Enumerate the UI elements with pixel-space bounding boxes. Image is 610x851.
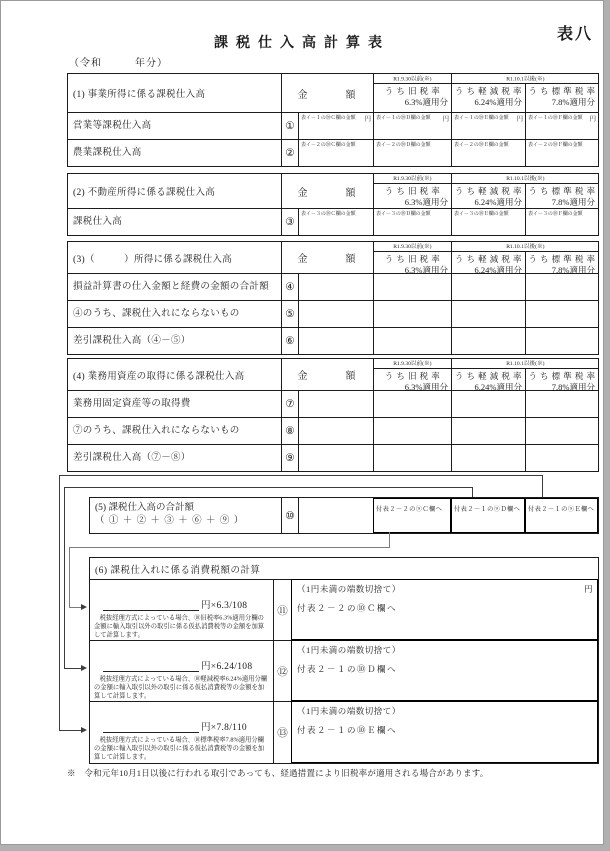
row4-reduced-cell [451, 273, 525, 300]
row9-reduced-cell [451, 444, 525, 471]
section6-table [89, 557, 599, 764]
section5-title: (5) 課税仕入高の合計額 （ ① ＋ ② ＋ ③ ＋ ⑥ ＋ ⑨ ） [95, 503, 245, 527]
row9-old-cell [373, 444, 451, 471]
row8-old-cell [373, 417, 451, 444]
row8-amount-cell [298, 417, 373, 444]
period-old-header: R1.9.30以前(※) [373, 242, 451, 251]
row7-reduced-cell [451, 390, 525, 417]
row13-number: ⑬ [273, 701, 291, 763]
row3-old-cell: 表イ－３の⑱Ｄ欄の金額 [373, 208, 451, 235]
row4-old-cell [373, 273, 451, 300]
row3-amount-cell: 表イ－３の⑱Ｃ欄の金額 [298, 208, 373, 235]
section2-table [67, 173, 599, 236]
row12-note: 税抜経理方式によっている場合、⑩軽減税率6.24%適用分欄の金額に輸入取引以外の取引に係る仮払消費税等の金額を加算して計算します。 [94, 675, 268, 699]
row5-reduced-cell [451, 300, 525, 327]
connector-d-horizontal-bottom [64, 668, 82, 669]
row6-reduced-cell [451, 327, 525, 354]
row9-number: ⑨ [281, 444, 298, 471]
old-rate-header: う ち 旧 税 率 6.3%適用分 [373, 251, 451, 273]
row6-label: 差引課税仕入高（④－⑤） [68, 327, 281, 354]
connector-e-vertical [59, 475, 60, 731]
row3-label: 課税仕入高 [68, 208, 281, 235]
reduced-rate-header: う ち 軽 減 税 率 6.24%適用分 [451, 183, 525, 208]
row9-amount-cell [298, 444, 373, 471]
row9-standard-cell [525, 444, 598, 471]
connector-c-drop [389, 532, 390, 547]
section3-title: (3)（ ）所得に係る課税仕入高 [73, 254, 232, 265]
row1-old-cell: 表イ－１の⑳Ｄ欄の金額 円 [373, 112, 451, 139]
fill-in-underline [103, 721, 199, 733]
row13-note: 税抜経理方式によっている場合、⑩標準税率7.8%適用分欄の金額に輸入取引以外の取引に係る仮払消費税等の金額を加算して計算します。 [94, 736, 265, 760]
section4-table [67, 358, 599, 472]
fill-in-underline [103, 599, 199, 611]
row12-formula-cell: 円×6.24/108 税抜経理方式によっている場合、⑩軽減税率6.24%適用分欄の金額に輸入取引以外の取引に係る仮払消費税等の金額を加算して計算します。 [90, 640, 273, 701]
old-rate-header: う ち 旧 税 率 6.3%適用分 [373, 183, 451, 208]
connector-d-horizontal-top [64, 487, 473, 488]
transition-measure-footnote: ※ 令和元年10月1日以後に行われる取引であっても、経過措置により旧税率が適用される場合があります。 [67, 768, 489, 778]
reduced-rate-header: う ち 軽 減 税 率 6.24%適用分 [451, 368, 525, 390]
connector-d-vertical [64, 487, 65, 669]
connector-c-vertical [69, 547, 70, 608]
row5-number: ⑤ [281, 300, 298, 327]
section1-table [67, 73, 599, 167]
row7-label: 業務用固定資産等の取得費 [68, 390, 281, 417]
row10-amount-cell [298, 498, 373, 533]
connector-c-horizontal-top [69, 547, 390, 548]
row6-number: ⑥ [281, 327, 298, 354]
reduced-rate-header: う ち 軽 減 税 率 6.24%適用分 [451, 251, 525, 273]
row5-old-cell [373, 300, 451, 327]
row5-label: ④のうち、課税仕入れにならないもの [68, 300, 281, 327]
row4-label: 損益計算書の仕入金額と経費の金額の合計額 [68, 273, 281, 300]
fill-in-underline [103, 660, 199, 672]
row2-number: ② [281, 139, 298, 166]
connector-e-horizontal-bottom [59, 730, 82, 731]
era-year-line: （令和 年分） [69, 58, 168, 69]
period-old-header: R1.9.30以前(※) [373, 359, 451, 368]
period-new-header: R1.10.1以後(※) [451, 242, 598, 251]
row8-label: ⑦のうち、課税仕入れにならないもの [68, 417, 281, 444]
page-title: 課税仕入高計算表 [214, 34, 390, 50]
standard-rate-header: う ち 標 準 税 率 7.8%適用分 [525, 251, 598, 273]
row13-result-cell: （1円未満の端数切捨て） 付表２－１の⑩Ｅ欄へ [291, 701, 598, 763]
period-new-header: R1.10.1以後(※) [451, 174, 598, 183]
row12-number: ⑫ [273, 640, 291, 701]
old-rate-header: う ち 旧 税 率 6.3%適用分 [373, 368, 451, 390]
row11-formula-cell: 円×6.3/108 税抜経理方式によっている場合、⑩旧税率6.3%適用分欄の金額に輸入取引以外の取引に係る仮払消費税等の金額を加算して計算します。 [90, 579, 273, 640]
row5-amount-cell [298, 300, 373, 327]
standard-rate-header: う ち 標 準 税 率 7.8%適用分 [525, 368, 598, 390]
connector-d-drop [472, 487, 473, 497]
row6-amount-cell [298, 327, 373, 354]
connector-e-drop [542, 475, 543, 497]
row12-result-cell: （1円未満の端数切捨て） 付表２－１の⑩Ｄ欄へ [291, 640, 598, 701]
row7-old-cell [373, 390, 451, 417]
row10-ref-e-cell: 付表２－１の⑨Ｅ欄へ [525, 498, 598, 533]
section1-title: (1) 事業所得に係る課税仕入高 [73, 90, 206, 100]
row11-result-cell: （1円未満の端数切捨て） 円 付表２－２の⑩Ｃ欄へ [291, 579, 598, 640]
row10-number: ⑩ [281, 498, 298, 533]
row3-number: ③ [281, 208, 298, 235]
old-rate-header: う ち 旧 税 率 6.3%適用分 [373, 83, 451, 112]
row1-reduced-cell: 表イ－１の⑳Ｅ欄の金額 円 [451, 112, 525, 139]
row6-standard-cell [525, 327, 598, 354]
section5-table [89, 497, 599, 534]
row10-ref-d-cell: 付表２－１の⑨Ｄ欄へ [451, 498, 525, 533]
row11-number: ⑪ [273, 579, 291, 640]
row10-ref-c-cell: 付表２－２の⑨Ｃ欄へ [373, 498, 451, 533]
standard-rate-header: う ち 標 準 税 率 7.8%適用分 [525, 183, 598, 208]
row4-amount-cell [298, 273, 373, 300]
row9-label: 差引課税仕入高（⑦－⑧） [68, 444, 281, 471]
arrow-right-icon [81, 727, 87, 733]
row2-standard-cell: 表イ－２の⑳Ｆ欄の金額 [525, 139, 598, 166]
reduced-rate-header: う ち 軽 減 税 率 6.24%適用分 [451, 83, 525, 112]
section4-title: (4) 業務用資産の取得に係る課税仕入高 [73, 371, 245, 382]
row6-old-cell [373, 327, 451, 354]
row2-reduced-cell: 表イ－２の⑳Ｅ欄の金額 [451, 139, 525, 166]
form-number-label: 表八 [556, 26, 593, 43]
period-old-header: R1.9.30以前(※) [373, 74, 451, 83]
row7-number: ⑦ [281, 390, 298, 417]
period-old-header: R1.9.30以前(※) [373, 174, 451, 183]
row8-number: ⑧ [281, 417, 298, 444]
amount-header: 金 額 [281, 359, 373, 390]
section2-title: (2) 不動産所得に係る課税仕入高 [73, 188, 216, 198]
row5-standard-cell [525, 300, 598, 327]
row4-standard-cell [525, 273, 598, 300]
row11-note: 税抜経理方式によっている場合、⑩旧税率6.3%適用分欄の金額に輸入取引以外の取引に係る仮払消費税等の金額を加算して計算します。 [94, 614, 265, 638]
row1-standard-cell: 表イ－１の⑳Ｆ欄の金額 円 [525, 112, 598, 139]
row2-old-cell: 表イ－２の⑳Ｄ欄の金額 [373, 139, 451, 166]
row3-standard-cell: 表イ－３の⑱Ｆ欄の金額 [525, 208, 598, 235]
row7-amount-cell [298, 390, 373, 417]
amount-header: 金 額 [281, 242, 373, 273]
row1-number: ① [281, 112, 298, 139]
row2-amount-cell: 表イ－２の⑳Ｃ欄の金額 [298, 139, 373, 166]
row7-standard-cell [525, 390, 598, 417]
section3-table [67, 241, 599, 355]
section6-title: (6) 課税仕入れに係る消費税額の計算 [95, 565, 261, 576]
row8-reduced-cell [451, 417, 525, 444]
amount-header: 金 額 [281, 74, 373, 112]
period-new-header: R1.10.1以後(※) [451, 74, 598, 83]
standard-rate-header: う ち 標 準 税 率 7.8%適用分 [525, 83, 598, 112]
row2-label: 農業課税仕入高 [68, 139, 281, 166]
arrow-right-icon [81, 665, 87, 671]
period-new-header: R1.10.1以後(※) [451, 359, 598, 368]
row8-standard-cell [525, 417, 598, 444]
row3-reduced-cell: 表イ－３の⑱Ｅ欄の金額 [451, 208, 525, 235]
arrow-right-icon [81, 604, 87, 610]
connector-e-horizontal-top [59, 475, 543, 476]
row1-label: 営業等課税仕入高 [68, 112, 281, 139]
row4-number: ④ [281, 273, 298, 300]
row13-formula-cell: 円×7.8/110 税抜経理方式によっている場合、⑩標準税率7.8%適用分欄の金額に輸入取引以外の取引に係る仮払消費税等の金額を加算して計算します。 [90, 701, 273, 763]
row1-amount-cell: 表イ－１の⑳Ｃ欄の金額 円 [298, 112, 373, 139]
amount-header: 金 額 [281, 174, 373, 208]
